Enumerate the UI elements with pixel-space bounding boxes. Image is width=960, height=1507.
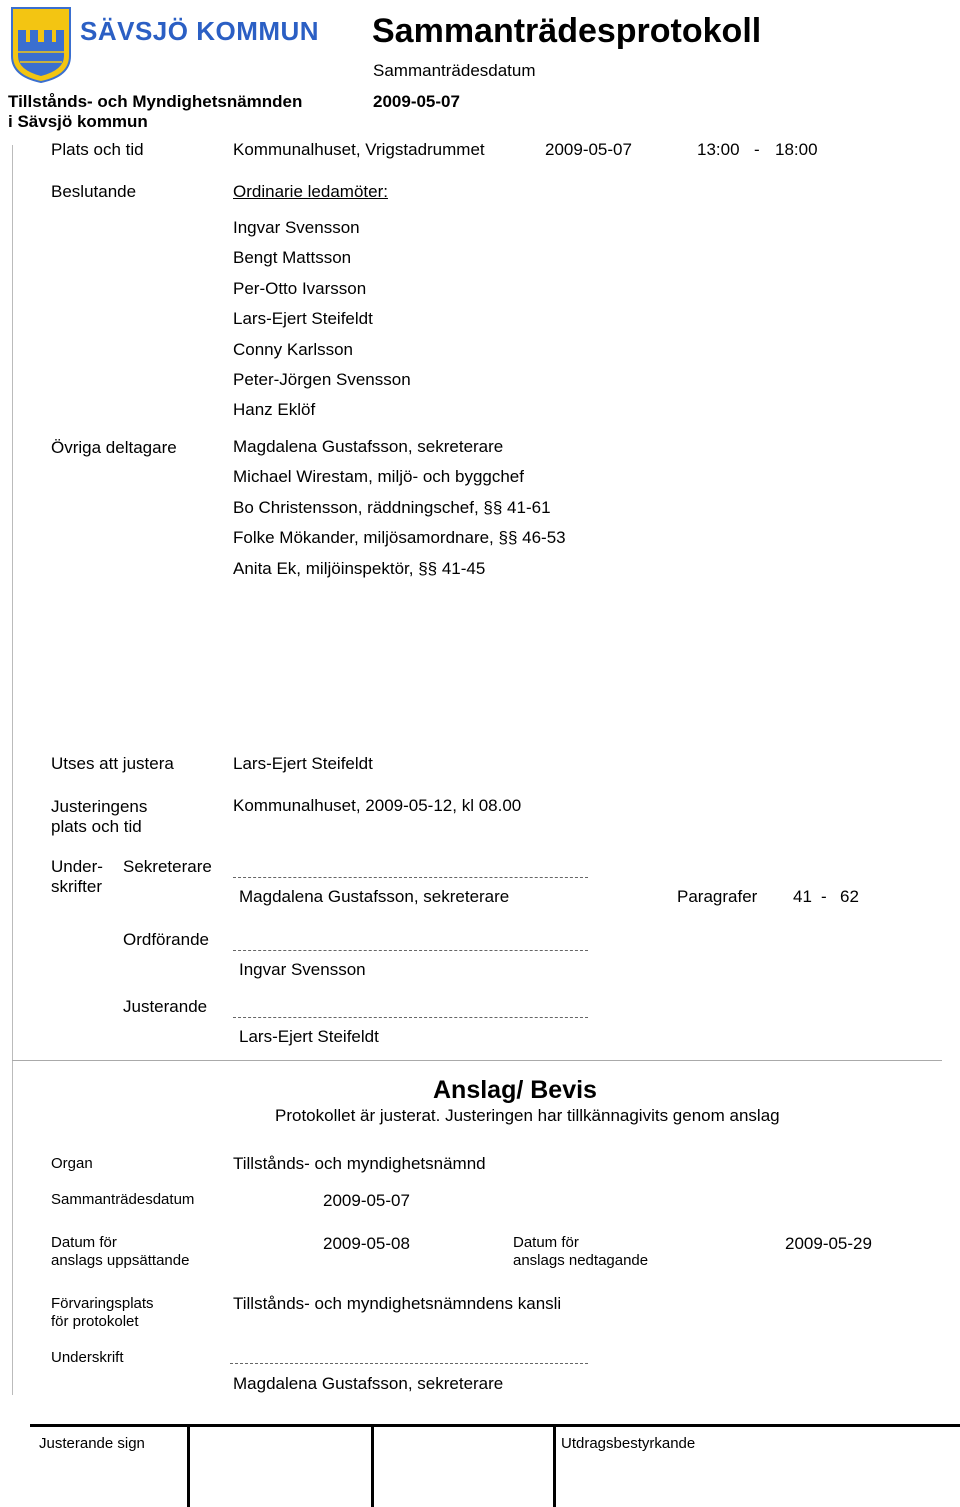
adjuster-signature-name: Lars-Ejert Steifeldt (239, 1027, 379, 1046)
meeting-place: Kommunalhuset, Vrigstadrummet (233, 140, 485, 159)
municipality-logo (10, 6, 72, 84)
header-date: 2009-05-07 (373, 92, 460, 111)
footer-certification: Utdragsbestyrkande (561, 1435, 696, 1452)
secretary-signature-line (233, 877, 588, 878)
footer-divider-1 (187, 1424, 190, 1507)
decision-makers-label: Beslutande (51, 182, 137, 201)
list-item: Magdalena Gustafsson, sekreterare (233, 437, 504, 456)
department-line-1: Tillstånds- och Myndighetsnämnden (8, 92, 303, 111)
notice-signature-name: Magdalena Gustafsson, sekreterare (233, 1374, 504, 1393)
meeting-date: 2009-05-07 (545, 140, 632, 159)
adjuster-role-label: Justerande (123, 997, 208, 1016)
meeting-end-time: 18:00 (775, 140, 818, 159)
removal-date-value: 2009-05-29 (785, 1234, 872, 1253)
posting-date-value: 2009-05-08 (323, 1234, 410, 1253)
list-item: Anita Ek, miljöinspektör, §§ 41-45 (233, 558, 486, 578)
posting-date-label-1: Datum för (51, 1234, 117, 1251)
adjuster-name: Lars-Ejert Steifeldt (233, 754, 373, 773)
department-line-2: i Sävsjö kommun (8, 112, 148, 131)
adjustment-place-label-1: Justeringens (51, 797, 148, 816)
left-margin-line (12, 145, 13, 1395)
list-item: Peter-Jörgen Svensson (233, 369, 411, 389)
removal-date-label-1: Datum för (513, 1234, 579, 1251)
adjustment-place-value: Kommunalhuset, 2009-05-12, kl 08.00 (233, 796, 522, 815)
other-participants-label: Övriga deltagare (51, 438, 177, 457)
paragraph-from: 41 (793, 887, 812, 906)
notice-signature-line (230, 1363, 588, 1364)
municipality-name: SÄVSJÖ KOMMUN (80, 16, 320, 46)
secretary-role-label: Sekreterare (123, 857, 212, 876)
section-divider (12, 1060, 942, 1061)
paragraph-separator: - (821, 887, 827, 906)
signatures-label-1: Under- (51, 857, 103, 876)
meeting-start-time: 13:00 (697, 140, 740, 159)
regular-members-list (233, 213, 411, 426)
signatures-label-2: skrifter (51, 877, 102, 896)
list-item: Lars-Ejert Steifeldt (233, 309, 373, 329)
list-item: Michael Wirestam, miljö- och byggchef (233, 467, 524, 487)
chair-signature-line (233, 950, 588, 951)
list-item: Per-Otto Ivarsson (233, 278, 367, 298)
notice-subtitle: Protokollet är justerat. Justeringen har tillkännagivits genom anslag (275, 1106, 780, 1125)
notice-title: Anslag/ Bevis (433, 1076, 597, 1104)
paragraphs-label: Paragrafer (677, 887, 758, 906)
regular-members-heading: Ordinarie ledamöter: (233, 182, 388, 201)
organ-value: Tillstånds- och myndighetsnämnd (233, 1154, 486, 1173)
notice-date-value: 2009-05-07 (323, 1191, 410, 1210)
adjuster-label: Utses att justera (51, 754, 174, 773)
footer-divider-2 (371, 1424, 374, 1507)
removal-date-label-2: anslags nedtagande (513, 1252, 649, 1269)
storage-label-1: Förvaringsplats (51, 1295, 154, 1312)
footer-adjuster-sign: Justerande sign (39, 1435, 145, 1452)
storage-label-2: för protokolet (51, 1313, 139, 1330)
header-date-label: Sammanträdesdatum (373, 61, 536, 80)
posting-date-label-2: anslags uppsättande (51, 1252, 190, 1269)
footer-divider-3 (553, 1424, 556, 1507)
paragraph-to: 62 (840, 887, 859, 906)
list-item: Hanz Eklöf (233, 400, 316, 420)
other-participants-list (233, 432, 566, 584)
list-item: Conny Karlsson (233, 339, 354, 359)
meeting-time-separator: - (754, 140, 760, 159)
adjustment-place-label-2: plats och tid (51, 817, 142, 836)
adjuster-signature-line (233, 1017, 588, 1018)
storage-value: Tillstånds- och myndighetsnämndens kansli (233, 1294, 562, 1313)
document-title: Sammanträdesprotokoll (372, 12, 762, 50)
list-item: Bengt Mattsson (233, 248, 352, 268)
notice-signature-label: Underskrift (51, 1349, 124, 1366)
list-item: Ingvar Svensson (233, 218, 360, 237)
list-item: Folke Mökander, miljösamordnare, §§ 46-53 (233, 528, 566, 548)
footer-top-rule (30, 1424, 960, 1427)
secretary-name: Magdalena Gustafsson, sekreterare (239, 887, 510, 906)
place-time-label: Plats och tid (51, 140, 144, 159)
chair-name: Ingvar Svensson (239, 960, 366, 979)
chair-role-label: Ordförande (123, 930, 209, 949)
list-item: Bo Christensson, räddningschef, §§ 41-61 (233, 497, 551, 517)
organ-label: Organ (51, 1155, 93, 1172)
notice-date-label: Sammanträdesdatum (51, 1191, 195, 1208)
